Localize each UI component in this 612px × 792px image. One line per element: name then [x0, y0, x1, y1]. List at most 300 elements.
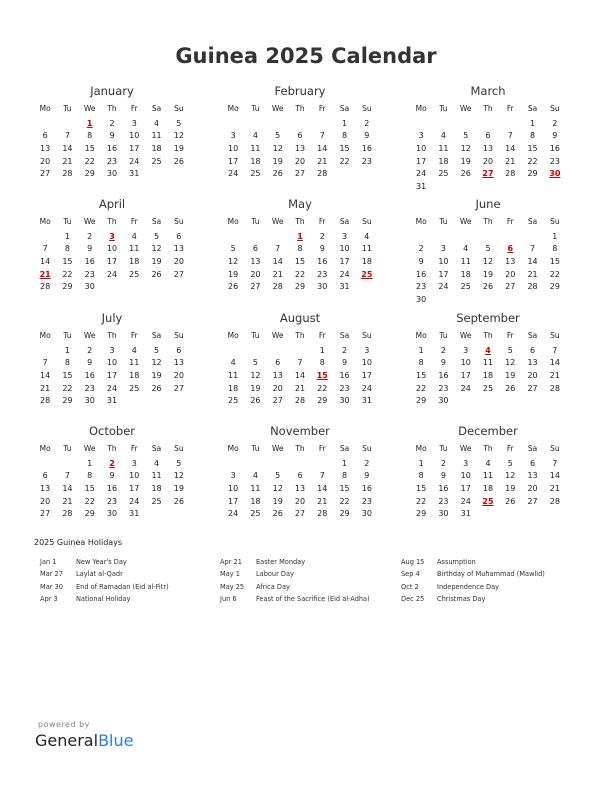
week-row: [34, 230, 190, 243]
day-cell: 13: [527, 471, 538, 481]
empty-cell: [145, 167, 167, 180]
day-cell: 5: [230, 244, 236, 254]
month-name: March: [470, 84, 506, 98]
day-cell: 30: [438, 509, 449, 519]
weekday-header: Mo: [227, 104, 239, 113]
empty-cell: [145, 280, 167, 293]
day-cell: 16: [339, 370, 350, 380]
empty-cell: [168, 167, 190, 180]
day-cell: 6: [42, 131, 48, 141]
page-title: Guinea 2025 Calendar: [175, 44, 437, 68]
day-cell: 14: [272, 256, 283, 266]
day-cell: 26: [272, 169, 283, 179]
day-cell: 13: [173, 244, 184, 254]
day-cell: 2: [440, 458, 446, 468]
day-cell: 8: [530, 131, 536, 141]
month-table: [34, 330, 190, 407]
week-row: [222, 369, 378, 382]
day-cell: 26: [505, 496, 516, 506]
day-cell: 19: [173, 483, 184, 493]
month-november: [222, 424, 378, 520]
day-cell: 23: [361, 496, 372, 506]
empty-cell: [477, 230, 499, 243]
month-name: January: [90, 84, 134, 98]
empty-cell: [544, 507, 566, 520]
day-cell: 8: [418, 358, 424, 368]
day-cell: 21: [40, 383, 51, 393]
holiday-name: Labour Day: [256, 570, 294, 579]
weekday-header: Mo: [39, 331, 51, 340]
day-cell: 24: [228, 509, 239, 519]
weekday-header: Fr: [506, 217, 514, 226]
day-cell: 3: [230, 471, 236, 481]
day-cell: 2: [87, 231, 93, 241]
empty-cell: [499, 507, 521, 520]
empty-cell: [34, 457, 56, 470]
empty-cell: [222, 117, 244, 130]
day-cell: 26: [151, 269, 162, 279]
weekday-header: Sa: [339, 217, 350, 226]
empty-cell: [311, 117, 333, 130]
day-cell: 14: [62, 483, 73, 493]
day-cell: 7: [507, 131, 513, 141]
day-cell: 9: [440, 471, 446, 481]
day-cell: 5: [176, 118, 182, 128]
day-cell: 31: [460, 509, 471, 519]
weekday-header: Tu: [439, 331, 448, 340]
day-cell: 13: [482, 143, 494, 153]
empty-cell: [123, 394, 145, 407]
day-cell: 28: [40, 282, 51, 292]
day-cell: 13: [40, 143, 51, 153]
week-row: [222, 130, 378, 143]
empty-cell: [432, 230, 454, 243]
day-cell: 17: [438, 269, 449, 279]
day-cell: 4: [131, 345, 137, 355]
day-cell: 27: [294, 169, 306, 179]
day-cell: 17: [416, 156, 427, 166]
month-name: October: [88, 424, 136, 438]
week-row: [34, 280, 190, 293]
day-cell: 28: [62, 169, 73, 179]
holiday-entry: [401, 558, 545, 570]
empty-cell: [333, 167, 355, 180]
week-row: [410, 482, 566, 495]
weekday-header: Tu: [439, 444, 448, 453]
day-cell: 22: [339, 496, 350, 506]
weekday-header: Su: [550, 444, 560, 453]
week-row: [410, 243, 566, 256]
month-september: [410, 311, 566, 407]
week-row: [410, 167, 566, 180]
day-cell: 25: [250, 169, 261, 179]
day-cell: 21: [527, 269, 538, 279]
day-cell: 1: [319, 345, 325, 355]
day-cell: 11: [460, 256, 471, 266]
weekday-header: Fr: [130, 444, 138, 453]
day-cell: 28: [549, 383, 560, 393]
day-cell: 25: [151, 156, 162, 166]
day-cell: 24: [460, 496, 471, 506]
day-cell: 12: [151, 358, 162, 368]
week-row: [222, 167, 378, 180]
month-table: [222, 443, 378, 520]
week-row: [222, 230, 378, 243]
holiday-entry: [40, 558, 169, 570]
weekday-header: Th: [295, 331, 305, 340]
week-row: [410, 470, 566, 483]
empty-cell: [432, 293, 454, 306]
day-cell: 12: [460, 143, 471, 153]
weekday-header: Fr: [130, 104, 138, 113]
weekday-header: Mo: [227, 331, 239, 340]
day-cell: 19: [151, 370, 162, 380]
holiday-name: Easter Monday: [256, 558, 306, 566]
empty-cell: [145, 394, 167, 407]
day-cell: 18: [228, 383, 239, 393]
day-cell: 11: [482, 471, 494, 481]
day-cell: 18: [129, 370, 140, 380]
month-october: [34, 424, 190, 520]
day-cell: 25: [460, 282, 471, 292]
day-cell: 4: [485, 458, 491, 468]
day-cell: 23: [438, 496, 449, 506]
weekday-header: Tu: [63, 217, 72, 226]
day-cell: 23: [317, 269, 328, 279]
empty-cell: [289, 457, 311, 470]
day-cell: 21: [272, 269, 283, 279]
day-cell: 28: [505, 169, 516, 179]
day-cell: 31: [129, 169, 140, 179]
holidays-column: [40, 558, 169, 607]
day-cell: 12: [505, 471, 516, 481]
day-cell: 9: [87, 358, 93, 368]
holiday-entry: [401, 570, 545, 582]
weekday-header: Th: [483, 104, 493, 113]
empty-cell: [356, 167, 378, 180]
weekday-header: We: [459, 444, 472, 453]
holiday-entry: [401, 595, 545, 607]
empty-cell: [145, 507, 167, 520]
week-row: [34, 495, 190, 508]
day-cell: 7: [297, 358, 303, 368]
day-cell: 22: [339, 156, 350, 166]
day-cell: 3: [109, 345, 115, 355]
holiday-entry: [40, 595, 169, 607]
day-cell: 5: [176, 458, 182, 468]
month-name: November: [270, 424, 330, 438]
day-cell: 2: [440, 345, 446, 355]
weekday-header: Tu: [63, 331, 72, 340]
month-table: [222, 103, 378, 180]
weekday-header: We: [271, 331, 284, 340]
day-cell: 6: [485, 131, 491, 141]
day-cell: 29: [84, 169, 95, 179]
month-january: [34, 84, 190, 180]
day-cell: 17: [339, 256, 350, 266]
weekday-header: Tu: [251, 104, 260, 113]
weekday-header: Tu: [251, 331, 260, 340]
empty-cell: [499, 230, 521, 243]
day-cell: 15: [527, 143, 538, 153]
month-table: [222, 330, 378, 407]
holiday-entry: [220, 583, 370, 595]
holiday-name: Birthday of Muhammad (Mawlid): [437, 570, 545, 579]
day-cell: 11: [151, 131, 162, 141]
holiday-name: National Holiday: [76, 594, 131, 603]
weekday-header: Tu: [439, 217, 448, 226]
week-row: [34, 243, 190, 256]
day-cell: 11: [129, 244, 140, 254]
holiday-date: May 25: [220, 582, 245, 591]
empty-cell: [521, 394, 543, 407]
empty-cell: [455, 180, 477, 193]
weekday-header: Mo: [227, 444, 239, 453]
month-february: [222, 84, 378, 180]
day-cell: 28: [317, 509, 328, 519]
empty-cell: [499, 293, 521, 306]
weekday-header: Th: [107, 217, 117, 226]
day-cell: 24: [129, 496, 140, 506]
day-cell: 3: [342, 231, 348, 241]
day-cell: 15: [339, 143, 350, 153]
empty-cell: [101, 280, 123, 293]
day-cell: 22: [317, 383, 328, 393]
day-cell: 23: [361, 156, 372, 166]
generalblue-logo[interactable]: [35, 731, 133, 750]
day-cell: 11: [250, 143, 261, 153]
day-cell: 19: [250, 383, 261, 393]
month-table: [34, 443, 190, 520]
holiday-day-cell: 30: [549, 169, 561, 179]
holiday-day-cell: 25: [482, 496, 494, 506]
weekday-header: Mo: [39, 444, 51, 453]
week-row: [34, 470, 190, 483]
day-cell: 7: [319, 471, 325, 481]
week-row: [410, 382, 566, 395]
day-cell: 10: [460, 471, 471, 481]
weekday-header: We: [83, 444, 96, 453]
day-cell: 1: [87, 458, 93, 468]
holiday-name: End of Ramadan (Eid al-Fitr): [76, 582, 169, 591]
day-cell: 10: [228, 143, 239, 153]
day-cell: 22: [62, 383, 73, 393]
day-cell: 24: [460, 383, 471, 393]
day-cell: 13: [294, 483, 306, 493]
weekday-header: Su: [174, 444, 184, 453]
month-december: [410, 424, 566, 520]
holiday-name: Independence Day: [437, 582, 500, 591]
week-row: [410, 394, 566, 407]
day-cell: 22: [62, 269, 73, 279]
day-cell: 11: [129, 358, 140, 368]
day-cell: 26: [460, 169, 471, 179]
holiday-entry: [220, 595, 370, 607]
weekday-header: We: [459, 217, 472, 226]
day-cell: 14: [549, 358, 560, 368]
day-cell: 17: [361, 370, 372, 380]
day-cell: 19: [272, 496, 283, 506]
day-cell: 25: [482, 383, 494, 393]
empty-cell: [544, 293, 566, 306]
holiday-name: Laylat al-Qadr: [76, 570, 123, 579]
weekday-header: We: [459, 104, 472, 113]
day-cell: 5: [154, 231, 160, 241]
day-cell: 2: [342, 345, 348, 355]
week-row: [34, 369, 190, 382]
day-cell: 23: [438, 383, 449, 393]
day-cell: 2: [87, 345, 93, 355]
week-row: [410, 180, 566, 193]
day-cell: 30: [106, 509, 118, 519]
day-cell: 15: [549, 256, 560, 266]
day-cell: 13: [294, 143, 306, 153]
month-august: [222, 311, 378, 407]
day-cell: 18: [482, 370, 494, 380]
day-cell: 12: [151, 244, 162, 254]
day-cell: 30: [84, 396, 95, 406]
empty-cell: [168, 394, 190, 407]
day-cell: 15: [339, 483, 350, 493]
day-cell: 24: [106, 383, 118, 393]
weekday-header: Sa: [151, 104, 162, 113]
day-cell: 25: [250, 509, 261, 519]
week-row: [222, 382, 378, 395]
day-cell: 27: [173, 383, 184, 393]
day-cell: 15: [416, 370, 427, 380]
day-cell: 7: [275, 244, 281, 254]
day-cell: 20: [40, 496, 51, 506]
day-cell: 12: [505, 358, 516, 368]
day-cell: 19: [460, 156, 471, 166]
day-cell: 14: [62, 143, 73, 153]
weekday-header: Sa: [527, 104, 538, 113]
week-row: [222, 457, 378, 470]
week-row: [410, 268, 566, 281]
week-row: [222, 117, 378, 130]
month-name: December: [458, 424, 518, 438]
day-cell: 4: [364, 231, 370, 241]
day-cell: 12: [173, 471, 184, 481]
month-table: [410, 330, 566, 407]
weekday-header: We: [459, 331, 472, 340]
week-row: [410, 255, 566, 268]
day-cell: 25: [438, 169, 449, 179]
day-cell: 10: [416, 143, 427, 153]
day-cell: 23: [416, 282, 427, 292]
holiday-entry: [220, 558, 370, 570]
holiday-day-cell: 15: [316, 370, 328, 380]
day-cell: 25: [151, 496, 162, 506]
weekday-header: Th: [295, 444, 305, 453]
day-cell: 6: [297, 131, 303, 141]
day-cell: 24: [438, 282, 449, 292]
empty-cell: [410, 230, 432, 243]
day-cell: 8: [297, 244, 303, 254]
day-cell: 10: [438, 256, 449, 266]
day-cell: 19: [228, 269, 239, 279]
day-cell: 23: [549, 156, 560, 166]
day-cell: 3: [463, 458, 469, 468]
day-cell: 14: [527, 256, 538, 266]
weekday-header: Mo: [39, 104, 51, 113]
day-cell: 21: [317, 156, 328, 166]
day-cell: 2: [109, 118, 115, 128]
weekday-header: Th: [107, 104, 117, 113]
month-table: [410, 103, 566, 193]
day-cell: 1: [342, 118, 348, 128]
holiday-day-cell: 6: [507, 244, 514, 254]
brand-blue: Blue: [98, 731, 134, 750]
day-cell: 31: [129, 509, 140, 519]
day-cell: 3: [364, 345, 370, 355]
day-cell: 20: [505, 269, 516, 279]
empty-cell: [34, 230, 56, 243]
day-cell: 2: [418, 244, 424, 254]
day-cell: 28: [62, 509, 73, 519]
day-cell: 27: [173, 269, 184, 279]
day-cell: 14: [549, 471, 560, 481]
day-cell: 4: [252, 471, 258, 481]
empty-cell: [499, 180, 521, 193]
day-cell: 16: [317, 256, 328, 266]
holiday-date: Apr 21: [220, 558, 242, 566]
holiday-date: Aug 15: [401, 558, 425, 566]
week-row: [410, 230, 566, 243]
week-row: [222, 155, 378, 168]
day-cell: 13: [250, 256, 261, 266]
day-cell: 27: [527, 496, 538, 506]
weekday-header: Th: [483, 217, 493, 226]
weekday-header: Sa: [339, 104, 350, 113]
day-cell: 4: [154, 118, 160, 128]
day-cell: 20: [272, 383, 283, 393]
week-row: [222, 280, 378, 293]
month-name: February: [274, 84, 326, 98]
day-cell: 1: [342, 458, 348, 468]
day-cell: 23: [106, 156, 118, 166]
day-cell: 20: [527, 370, 538, 380]
day-cell: 29: [416, 509, 427, 519]
week-row: [222, 394, 378, 407]
day-cell: 24: [228, 169, 239, 179]
day-cell: 21: [62, 496, 73, 506]
month-name: April: [98, 197, 126, 211]
day-cell: 17: [106, 256, 118, 266]
week-row: [410, 117, 566, 130]
day-cell: 17: [129, 143, 140, 153]
day-cell: 7: [552, 345, 558, 355]
day-cell: 6: [530, 345, 536, 355]
day-cell: 17: [460, 483, 471, 493]
weekday-header: Sa: [151, 331, 162, 340]
day-cell: 20: [173, 370, 184, 380]
day-cell: 24: [129, 156, 140, 166]
day-cell: 14: [505, 143, 516, 153]
weekday-header: Th: [483, 444, 493, 453]
weekday-header: Th: [107, 331, 117, 340]
week-row: [410, 142, 566, 155]
day-cell: 1: [530, 118, 536, 128]
holiday-date: Mar 30: [40, 582, 63, 591]
weekday-header: We: [271, 444, 284, 453]
day-cell: 26: [482, 282, 494, 292]
day-cell: 21: [549, 483, 560, 493]
empty-cell: [455, 394, 477, 407]
empty-cell: [544, 180, 566, 193]
day-cell: 29: [527, 169, 538, 179]
weekday-header: Tu: [63, 444, 72, 453]
